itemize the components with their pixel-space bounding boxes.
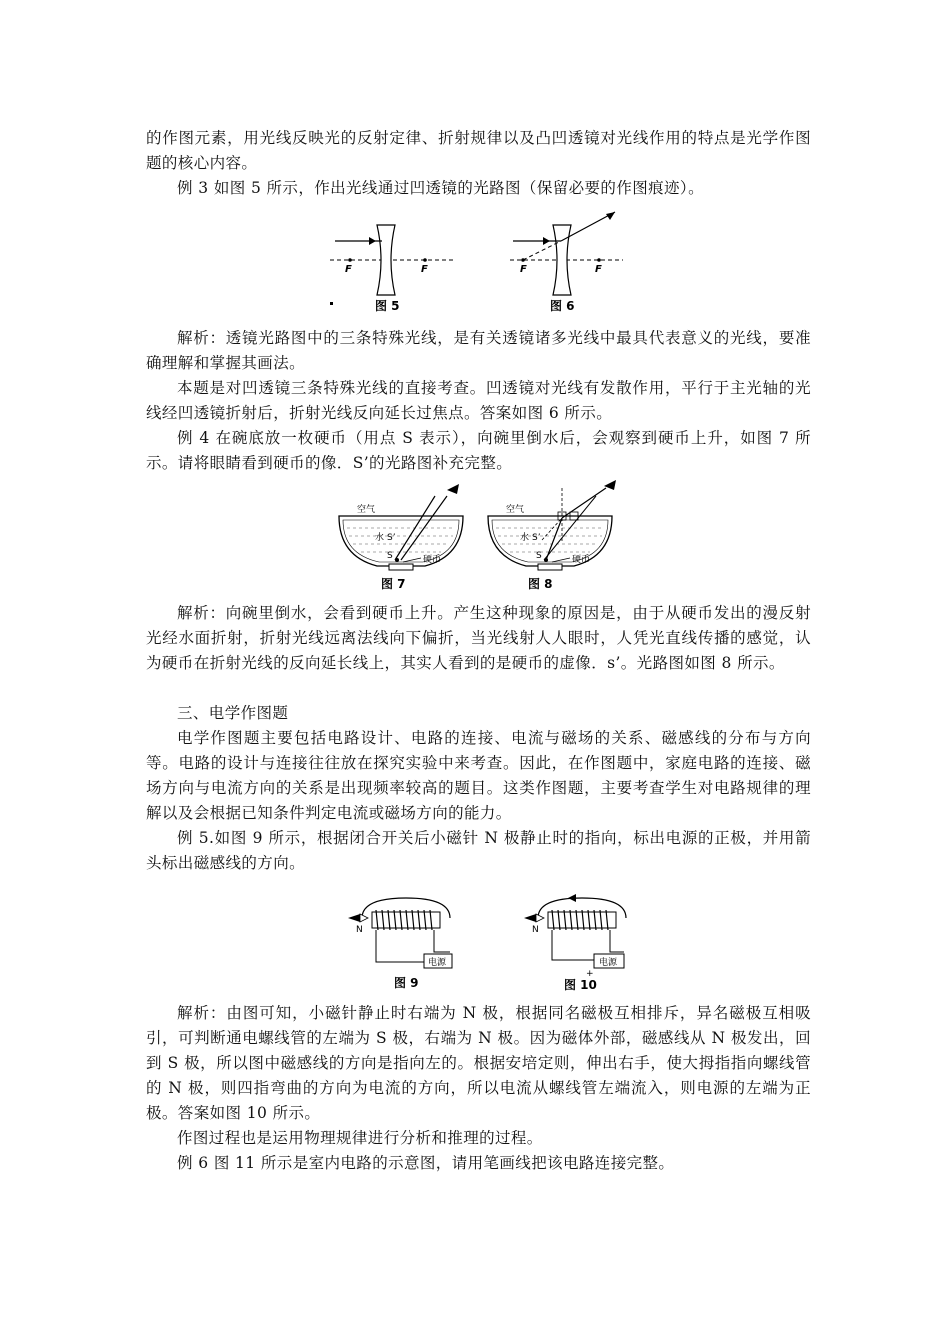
svg-text:图 7: 图 7	[381, 577, 406, 591]
figure-5-concave-lens	[325, 222, 460, 317]
svg-text:空气: 空气	[506, 505, 525, 515]
figure-8-bowl-coin-answer	[484, 478, 634, 593]
svg-text:硬币: 硬币	[423, 555, 442, 565]
svg-text:图 8: 图 8	[528, 577, 553, 591]
paragraph-analysis-5: 解析：由图可知，小磁针静止时右端为 N 极，根据同名磁极互相排斥，异名磁极互相吸引，可判断通电螺线管的左端为 S 极，右端为 N 极。因为磁体外部，磁感线从 N 极发出，回到 S 极，所以图中磁感线的方向是指向左的。根据安培定则，伸出右手，使大拇指指向螺线管的 N 极，则四指弯曲的方向为电流的方向，所以电流从螺线管左端流入，则电源的左端为正极。答案如图 10 所示。	[146, 1004, 811, 1122]
svg-text:硬币: 硬币	[572, 555, 591, 565]
svg-text:水: 水	[520, 533, 530, 543]
svg-text:N: N	[532, 925, 539, 935]
figure-10-solenoid-answer	[518, 888, 646, 992]
svg-text:空气: 空气	[357, 505, 376, 515]
paragraph-electric-intro: 电学作图题主要包括电路设计、电路的连接、电流与磁场的关系、磁感线的分布与方向等。电路的设计与连接往往放在探究实验中来考查。因此，在作图题中，家庭电路的连接、磁场方向与电流方向的关系是出现频率较高的题目。这类作图题，主要考查学生对电路规律的理解以及会根据已知条件判定电流或磁场方向的能力。	[146, 729, 811, 822]
figure-7-bowl-coin	[335, 478, 475, 593]
svg-text:图 10: 图 10	[564, 978, 597, 992]
svg-text:F: F	[345, 264, 352, 275]
svg-text:S’: S’	[532, 533, 541, 543]
svg-text:+: +	[586, 969, 594, 979]
svg-text:F: F	[595, 264, 602, 275]
paragraph-analysis-3a: 解析：透镜光路图中的三条特殊光线，是有关透镜诸多光线中最具代表意义的光线，要准确理解和掌握其画法。	[146, 329, 811, 372]
svg-text:图 6: 图 6	[550, 299, 575, 313]
paragraph-example-6: 例 6 图 11 所示是室内电路的示意图，请用笔画线把该电路连接完整。	[177, 1154, 675, 1172]
figure-9-solenoid	[342, 890, 470, 992]
paragraph-example-3: 例 3 如图 5 所示，作出光线通过凹透镜的光路图（保留必要的作图痕迹）。	[177, 179, 704, 197]
svg-text:图 5: 图 5	[375, 299, 400, 313]
svg-text:电源: 电源	[599, 958, 618, 968]
svg-text:图 9: 图 9	[394, 976, 419, 990]
svg-text:N: N	[356, 925, 363, 935]
paragraph-analysis-3b: 本题是对凹透镜三条特殊光线的直接考查。凹透镜对光线有发散作用，平行于主光轴的光线经凹透镜折射后，折射光线反向延长过焦点。答案如图 6 所示。	[146, 379, 811, 422]
paragraph-example-4: 例 4 在碗底放一枚硬币（用点 S 表示），向碗里倒水后，会观察到硬币上升，如图 7 所示。请将眼睛看到硬币的像．S’的光路图补充完整。	[146, 429, 811, 472]
paragraph-example-5: 例 5.如图 9 所示，根据闭合开关后小磁针 N 极静止时的指向，标出电源的正极，并用箭头标出磁感线的方向。	[146, 829, 811, 872]
svg-text:F: F	[520, 264, 527, 275]
svg-text:S: S	[536, 551, 542, 561]
figure-6-concave-lens-answer	[505, 200, 630, 317]
svg-text:水: 水	[375, 533, 385, 543]
svg-text:S’: S’	[387, 533, 396, 543]
section-heading-electric: 三、电学作图题	[177, 704, 289, 722]
svg-text:F: F	[421, 264, 428, 275]
paragraph-intro: 的作图元素，用光线反映光的反射定律、折射规律以及凸凹透镜对光线作用的特点是光学作图题的核心内容。	[146, 129, 811, 172]
paragraph-reasoning: 作图过程也是运用物理规律进行分析和推理的过程。	[177, 1129, 543, 1147]
svg-text:电源: 电源	[428, 958, 447, 968]
svg-text:S: S	[387, 551, 393, 561]
paragraph-analysis-4: 解析：向碗里倒水，会看到硬币上升。产生这种现象的原因是，由于从硬币发出的漫反射光经水面折射，折射光线远离法线向下偏折，当光线射人人眼时，人凭光直线传播的感觉，认为硬币在折射光线的反向延长线上，其实人看到的是硬币的虚像．s’。光路图如图 8 所示。	[146, 604, 811, 672]
